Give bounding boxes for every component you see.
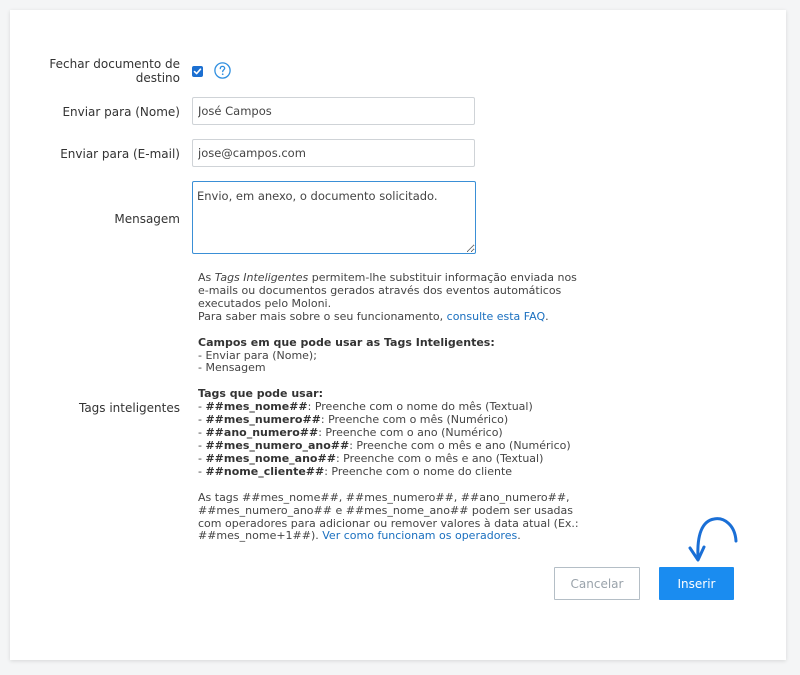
send-name-input[interactable] [192,97,475,125]
tag-code: ##nome_cliente## [205,464,325,478]
tag-desc: : Preenche com o nome do cliente [324,464,513,478]
operators-link[interactable]: Ver como funcionam os operadores [322,529,518,543]
tag-item: - ##mes_nome##: Preenche com o nome do mês (Textual) [198,400,533,414]
send-email-label: Enviar para (E-mail) [60,147,180,161]
tag-desc: : Preenche com o ano (Numérico) [318,426,503,440]
tag-code: ##mes_numero_ano## [205,438,350,452]
help-intro [198,272,583,311]
help-intro-prefix: As [198,271,215,284]
send-name-label: Enviar para (Nome) [62,105,180,119]
smart-tags-help [198,272,583,543]
tag-desc: : Preenche com o nome do mês (Textual) [307,400,533,414]
send-email-input[interactable] [192,139,475,167]
help-more [198,311,583,324]
tag-item: - ##mes_numero##: Preenche com o mês (Numérico) [198,413,509,427]
message-textarea[interactable] [192,181,476,254]
help-more-suffix: . [545,309,549,323]
message-label: Mensagem [114,212,180,226]
tag-code: ##mes_nome## [205,400,308,414]
operators-note [198,492,583,544]
question-circle-icon[interactable] [214,62,231,79]
insert-button[interactable]: Inserir [659,567,734,600]
tag-desc: : Preenche com o mês e ano (Textual) [335,451,544,465]
curved-arrow-icon [680,515,742,571]
cancel-button[interactable]: Cancelar [554,567,640,600]
close-doc-label-line2: destino [135,71,180,85]
help-more-prefix: Para saber mais sobre o seu funcionamento, [198,309,447,323]
tag-item: - ##mes_nome_ano##: Preenche com o mês e ano (Textual) [198,451,544,465]
check-icon [193,67,202,76]
operators-text: As tags ##mes_nome##, ##mes_numero##, ##ano_numero##, ##mes_numero_ano## e ##mes_nome_ano## podem ser usadas com operadores para adicionar ou remover valores à data atual (Ex.: ##mes_nome+1##). [198,490,579,543]
tag-code: ##ano_numero## [205,426,319,440]
help-intro-emphasis: Tags Inteligentes [214,271,309,284]
operators-suffix: . [517,529,521,543]
fields-title: Campos em que pode usar as Tags Inteligentes: [198,335,495,349]
help-intro-rest: permitem-lhe substituir informação enviada nos e-mails ou documentos gerados através dos eventos automáticos executados pelo Moloni. [198,271,577,310]
tag-item: - ##mes_numero_ano##: Preenche com o mês e ano (Numérico) [198,438,571,452]
tags-title: Tags que pode usar: [198,387,323,401]
close-doc-label-line1: Fechar documento de [49,57,180,71]
close-doc-checkbox[interactable] [192,66,203,77]
field-item: - Mensagem [198,361,266,375]
close-doc-label [49,57,180,85]
tag-item: - ##ano_numero##: Preenche com o ano (Numérico) [198,426,503,440]
smart-tags-label: Tags inteligentes [78,401,180,415]
faq-link[interactable]: consulte esta FAQ [446,309,546,323]
tag-desc: : Preenche com o mês e ano (Numérico) [349,438,571,452]
tag-desc: : Preenche com o mês (Numérico) [320,413,509,427]
tag-code: ##mes_nome_ano## [205,451,336,465]
tag-code: ##mes_numero## [205,413,321,427]
field-item: - Enviar para (Nome); [198,348,317,362]
tag-item: - ##nome_cliente##: Preenche com o nome do cliente [198,464,513,478]
